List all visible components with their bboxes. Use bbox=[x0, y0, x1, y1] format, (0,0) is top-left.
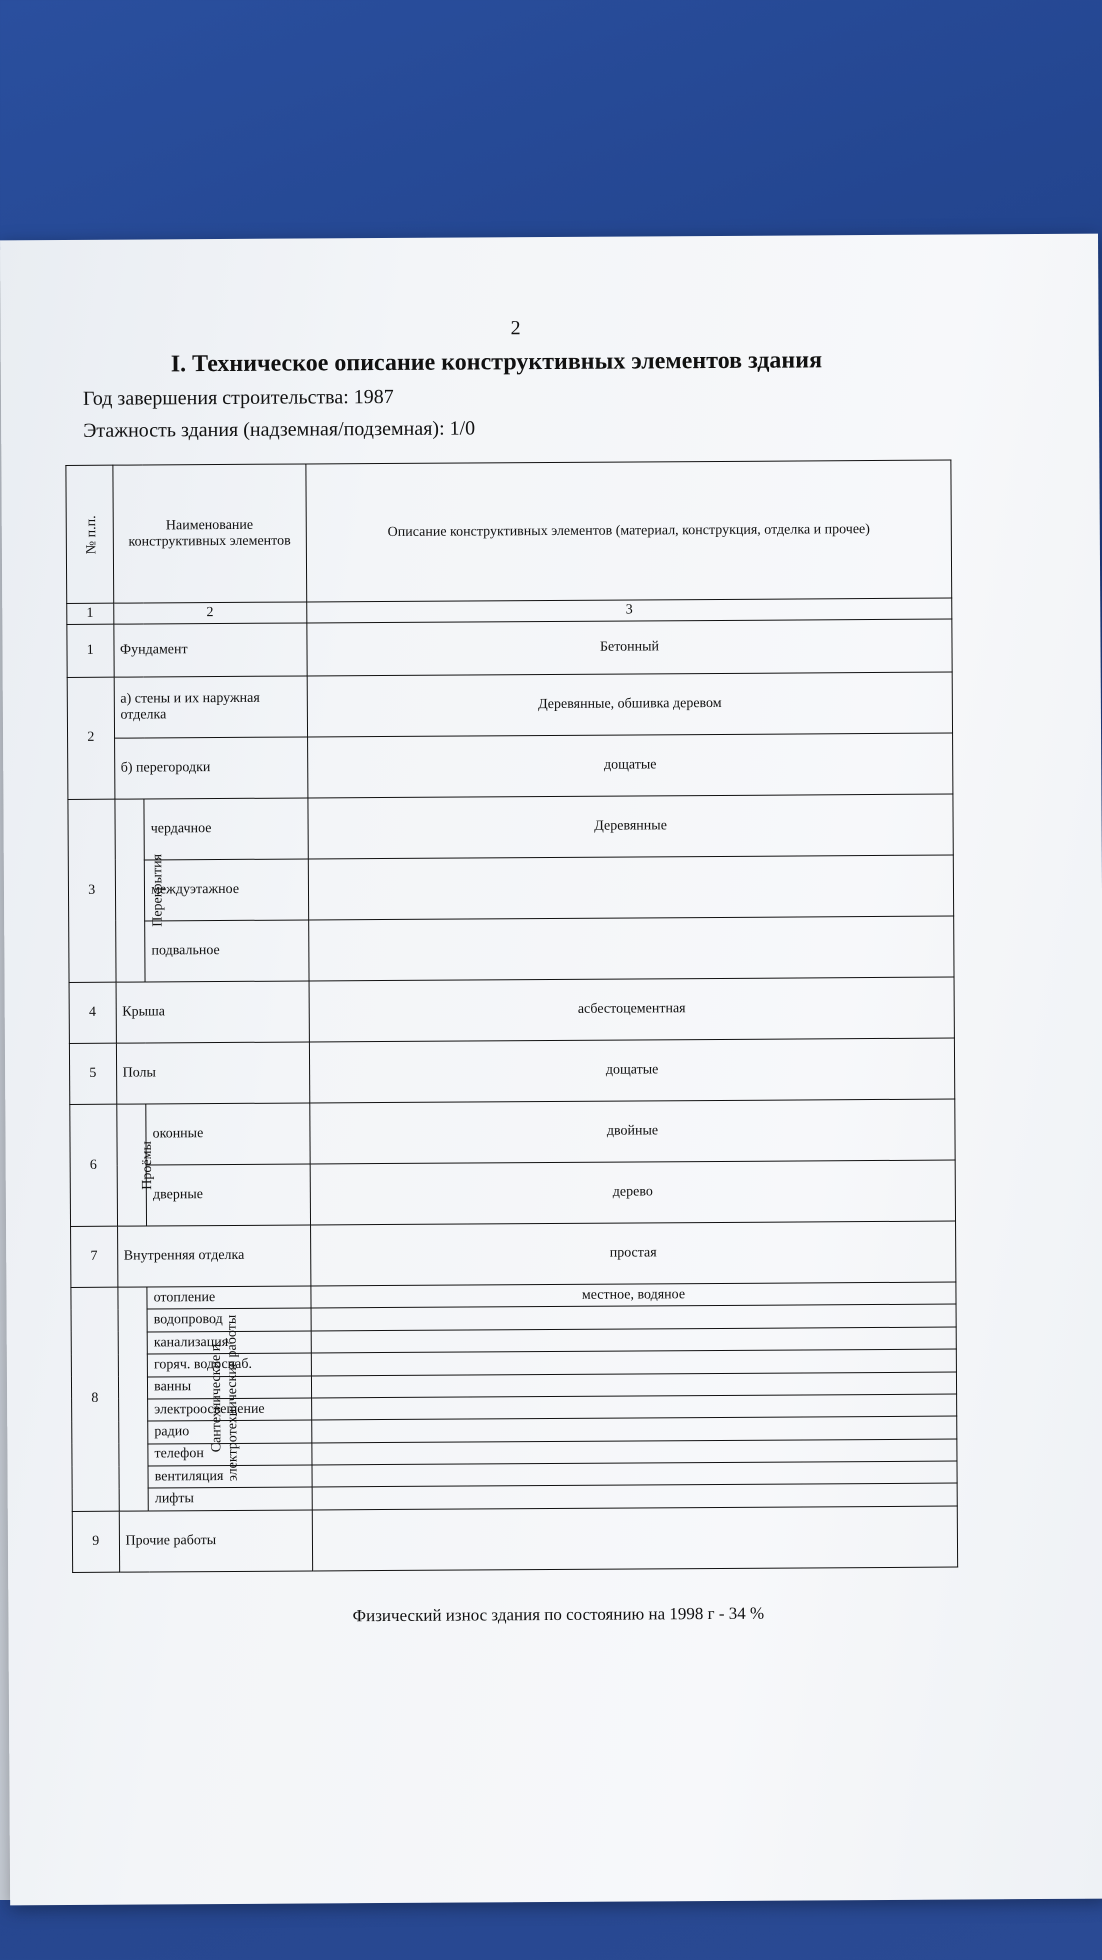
col-number-2: 2 bbox=[113, 602, 307, 624]
col-number-1: 1 bbox=[67, 604, 114, 625]
row-name: ванны bbox=[148, 1376, 312, 1399]
row-name: Внутренняя отделка bbox=[117, 1225, 311, 1287]
row-desc: дощатые bbox=[308, 733, 953, 798]
col-number-3: 3 bbox=[307, 598, 952, 622]
page-title: I. Техническое описание конструктивных элементов здания bbox=[170, 347, 823, 378]
row-name: междуэтажное bbox=[144, 859, 308, 921]
row-num: 3 bbox=[68, 799, 116, 982]
row-desc bbox=[309, 916, 954, 981]
row-desc bbox=[312, 1506, 957, 1571]
row-num: 5 bbox=[69, 1043, 116, 1104]
row-desc: простая bbox=[311, 1221, 956, 1286]
page-number: 2 bbox=[510, 317, 521, 340]
table-row bbox=[69, 1038, 954, 1104]
row-desc: Деревянные bbox=[308, 794, 953, 859]
row-desc: местное, водяное bbox=[311, 1282, 956, 1308]
row-num: 9 bbox=[72, 1511, 119, 1572]
header-num: № п.п. bbox=[66, 465, 113, 604]
construction-year: Год завершения строительства: 1987 bbox=[82, 385, 394, 410]
table-row bbox=[67, 672, 952, 738]
row-name: а) стены и их наружная отделка bbox=[114, 676, 308, 738]
row-name: электроосвещение bbox=[148, 1398, 312, 1421]
floor-count: Этажность здания (надземная/подземная): 1/0 bbox=[83, 417, 476, 442]
row-desc: Деревянные, обшивка деревом bbox=[307, 672, 952, 737]
table-row bbox=[69, 916, 954, 982]
table-row bbox=[70, 1160, 955, 1226]
row-name: лифты bbox=[148, 1487, 312, 1510]
group-label-engineering: Сантехнические и электротехнические работы bbox=[117, 1287, 148, 1511]
row-name: Полы bbox=[116, 1042, 310, 1104]
row-desc: Бетонный bbox=[307, 619, 952, 676]
table-header-row bbox=[66, 460, 952, 604]
row-name: оконные bbox=[146, 1103, 310, 1165]
row-num: 6 bbox=[70, 1104, 117, 1226]
row-name: водопровод bbox=[147, 1308, 311, 1331]
row-name: горяч. водоснаб. bbox=[147, 1353, 311, 1376]
row-desc: дощатые bbox=[309, 1038, 954, 1103]
table-row bbox=[71, 1221, 956, 1287]
row-num: 8 bbox=[71, 1287, 119, 1511]
row-name: б) перегородки bbox=[114, 737, 308, 799]
elements-table bbox=[65, 460, 958, 1573]
table-row bbox=[69, 977, 954, 1043]
row-num: 4 bbox=[69, 982, 116, 1043]
row-num: 1 bbox=[67, 624, 114, 677]
row-desc: двойные bbox=[310, 1099, 955, 1164]
row-name: дверные bbox=[146, 1164, 310, 1226]
document-page bbox=[0, 234, 1102, 1906]
row-num: 2 bbox=[67, 677, 114, 799]
table-row bbox=[67, 619, 952, 677]
header-desc: Описание конструктивных элементов (материал, конструкция, отделка и прочее) bbox=[306, 460, 952, 602]
group-label-openings: Проёмы bbox=[116, 1104, 146, 1226]
table-row bbox=[68, 794, 953, 860]
row-name: отопление bbox=[147, 1286, 311, 1309]
row-name: радио bbox=[148, 1420, 312, 1443]
header-name: Наименование конструктивных элементов bbox=[112, 464, 306, 604]
row-desc: асбестоцементная bbox=[309, 977, 954, 1042]
group-label-floors: Перекрытия bbox=[114, 799, 145, 982]
row-name: Прочие работы bbox=[119, 1510, 313, 1572]
row-name: Крыша bbox=[116, 981, 310, 1043]
row-name: вентиляция bbox=[148, 1465, 312, 1488]
table-row bbox=[70, 1099, 955, 1165]
table-row bbox=[68, 855, 953, 921]
row-name: подвальное bbox=[145, 920, 309, 982]
row-name: чердачное bbox=[144, 798, 308, 860]
row-name: Фундамент bbox=[113, 623, 307, 677]
wear-note: Физический износ здания по состоянию на 1998 г - 34 % bbox=[352, 1603, 765, 1626]
row-name: канализация bbox=[147, 1331, 311, 1354]
table-row bbox=[68, 733, 953, 799]
row-num: 7 bbox=[71, 1226, 118, 1287]
row-desc: дерево bbox=[310, 1160, 955, 1225]
table-row bbox=[72, 1506, 957, 1573]
row-desc bbox=[308, 855, 953, 920]
row-name: телефон bbox=[148, 1443, 312, 1466]
